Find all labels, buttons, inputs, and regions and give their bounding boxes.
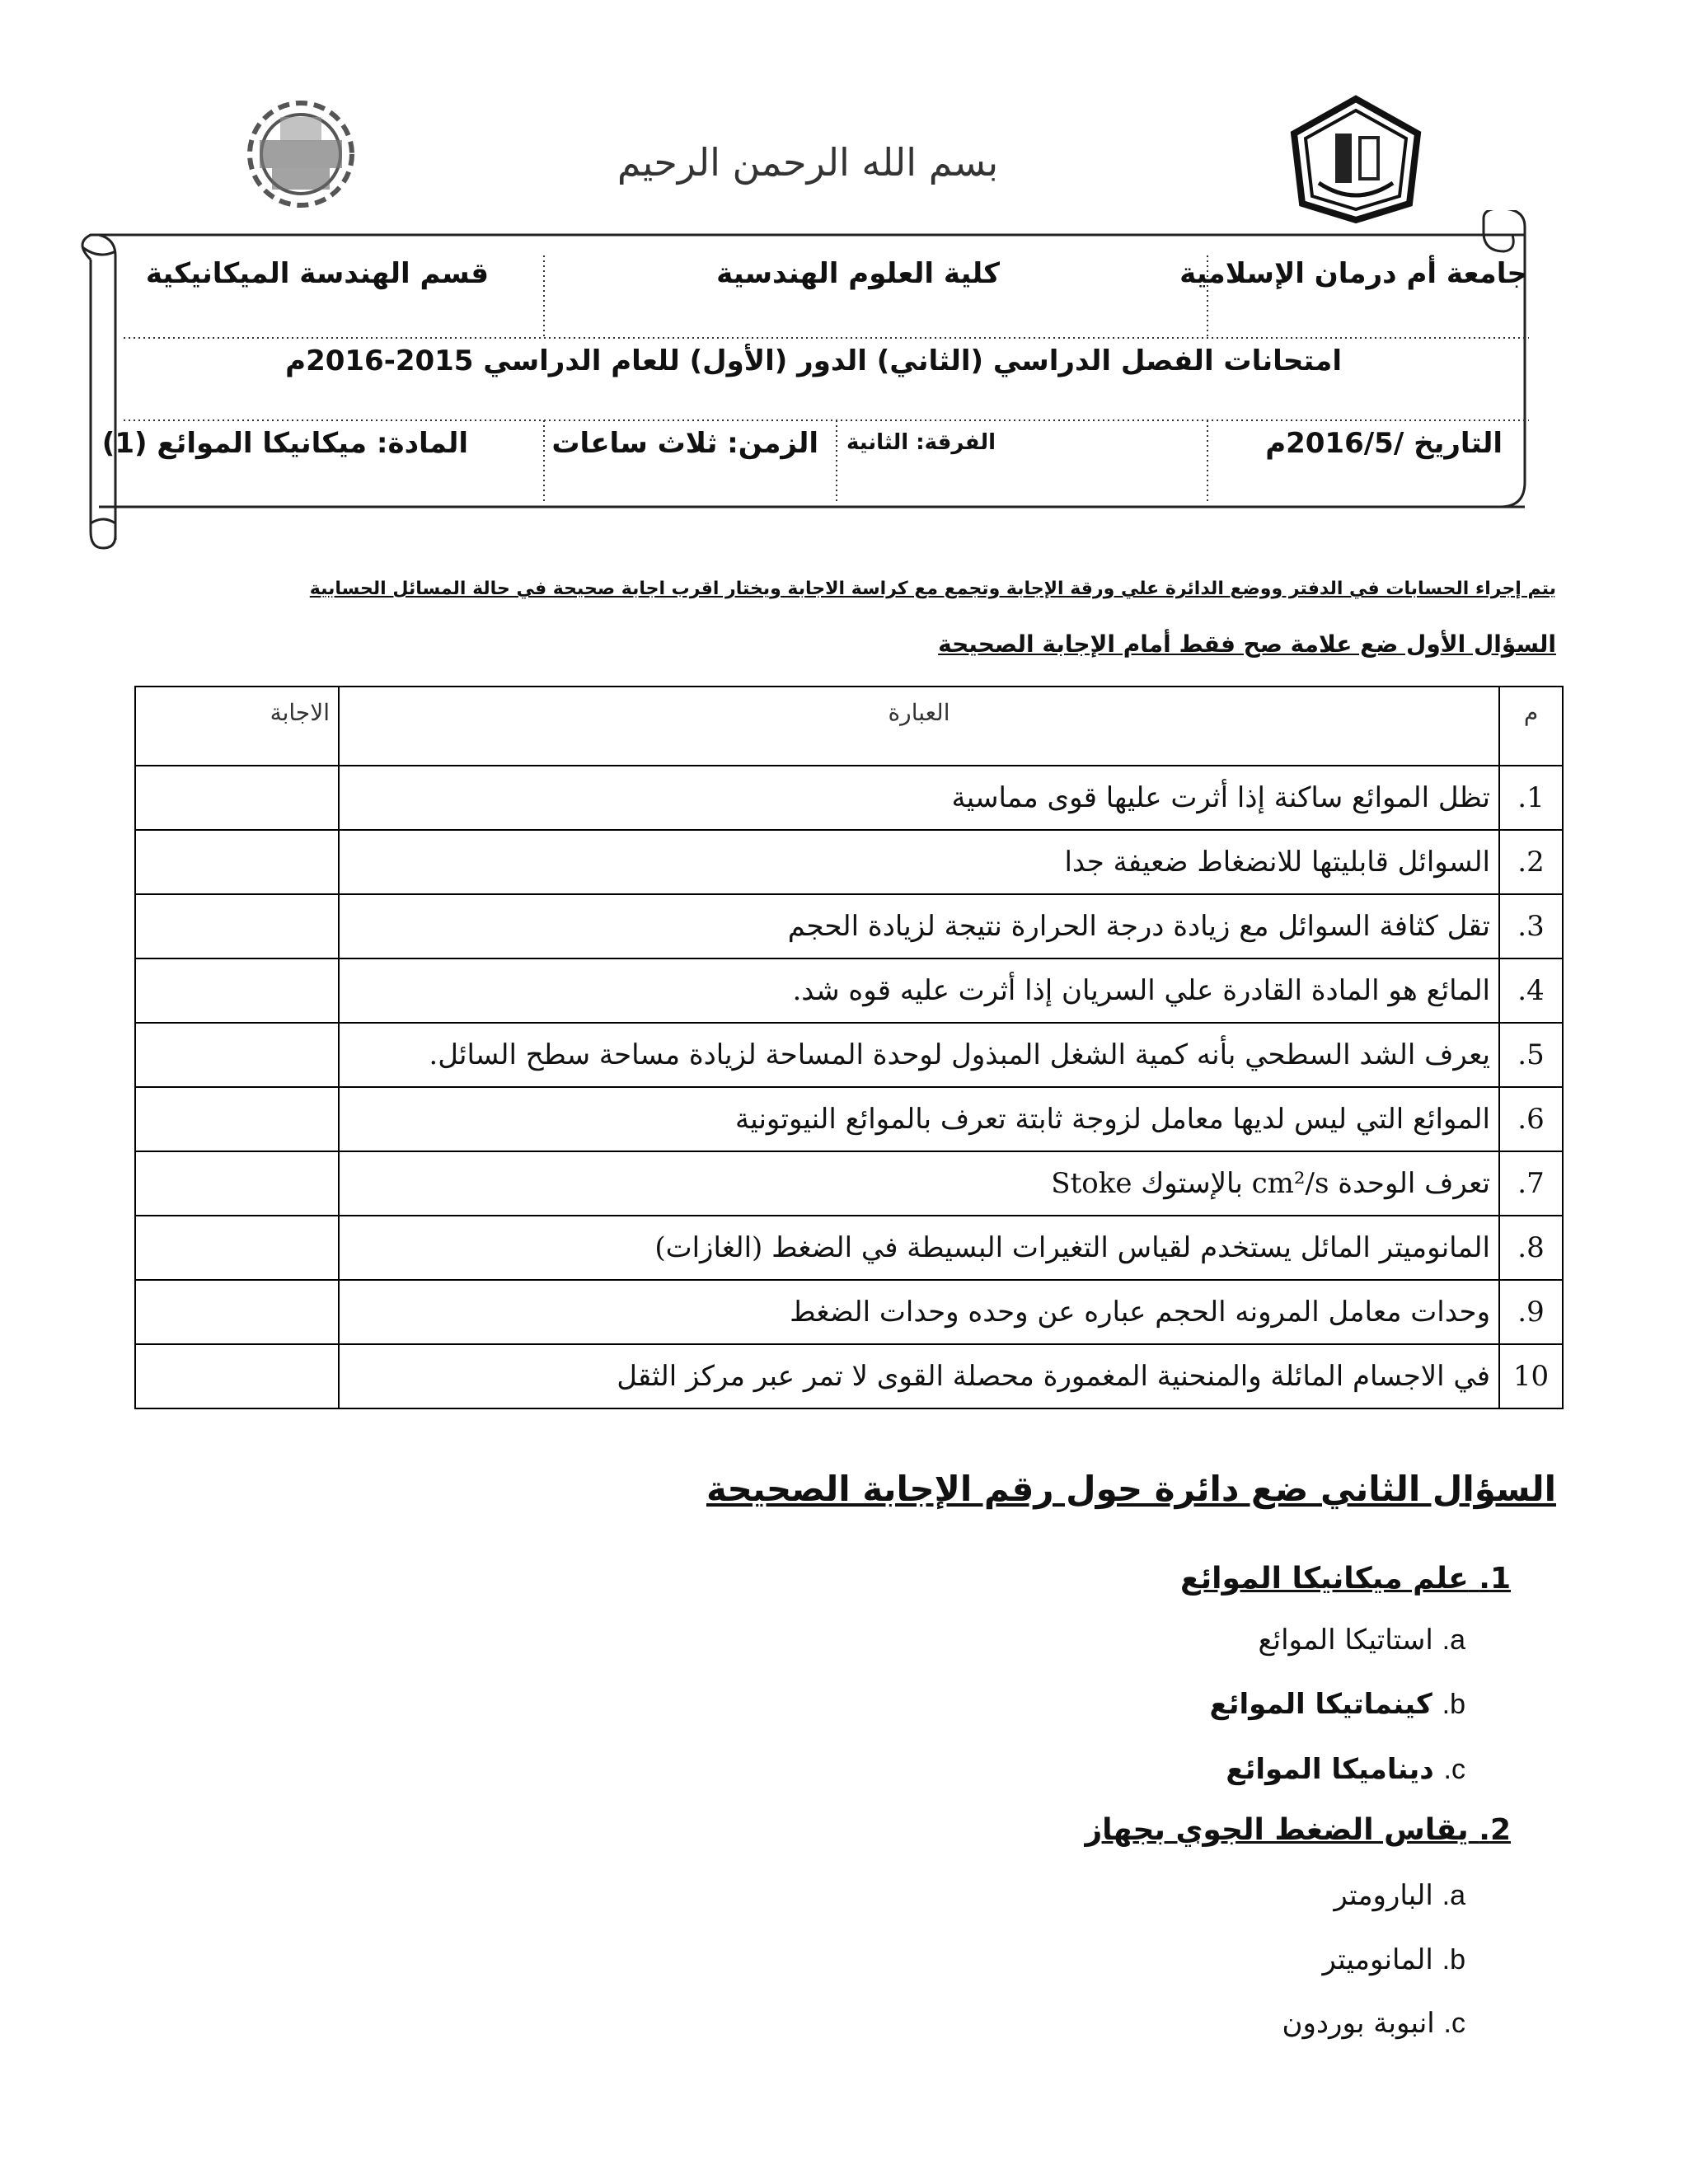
option-text: انبوبة بوردون <box>1282 2007 1435 2040</box>
row-statement: تظل الموائع ساكنة إذا أثرت عليها قوى مماسية <box>339 766 1499 830</box>
row-statement: وحدات معامل المرونه الحجم عباره عن وحده وحدات الضغط <box>339 1280 1499 1344</box>
table-row <box>135 1280 1563 1344</box>
option-c[interactable] <box>1282 2007 1465 2040</box>
row-statement: المائع هو المادة القادرة علي السريان إذا أثرت عليه قوه شد. <box>339 958 1499 1023</box>
table-row <box>135 1344 1563 1408</box>
option-letter: b. <box>1442 1689 1465 1720</box>
question2-title: السؤال الثاني ضع دائرة حول رقم الإجابة الصحيحة <box>706 1469 1556 1509</box>
row-statement: المانوميتر المائل يستخدم لقياس التغيرات البسيطة في الضغط (الغازات) <box>339 1216 1499 1280</box>
question1-table <box>134 686 1564 1409</box>
answer-cell[interactable] <box>135 1216 339 1280</box>
option-a[interactable] <box>1334 1879 1465 1912</box>
question2-item2-stem <box>1085 1813 1511 1847</box>
item-number: 1. <box>1479 1562 1511 1596</box>
university-seal-logo <box>1286 92 1426 224</box>
row-statement: تقل كثافة السوائل مع زيادة درجة الحرارة نتيجة لزيادة الحجم <box>339 894 1499 958</box>
answer-cell[interactable] <box>135 1151 339 1216</box>
answer-cell[interactable] <box>135 1087 339 1151</box>
question1-title: السؤال الأول ضع علامة صح فقط أمام الإجابة الصحيحة <box>938 630 1556 658</box>
col-num-header: م <box>1499 687 1563 766</box>
basmala: بسم الله الرحمن الرحيم <box>617 140 999 185</box>
col-answer-header: الاجابة <box>135 687 339 766</box>
answer-cell[interactable] <box>135 1344 339 1408</box>
option-letter: b. <box>1442 1944 1465 1975</box>
exam-instructions: يتم إجراء الحسابات في الدفتر ووضع الدائرة علي ورقة الإجابة وتجمع مع كراسة الاجابة ويختار اقرب اجابة صحيحة في حالة المسائل الحسابية <box>309 579 1556 599</box>
exam-date: التاريخ /2016/5م <box>1265 427 1503 460</box>
item-stem: يقاس الضغط الجوي بجهاز <box>1085 1813 1469 1847</box>
row-statement: يعرف الشد السطحي بأنه كمية الشغل المبذول لوحدة المساحة لزيادة مساحة سطح السائل. <box>339 1023 1499 1087</box>
table-row <box>135 894 1563 958</box>
row-statement: تعرف الوحدة cm²/s بالإستوك Stoke <box>339 1151 1499 1216</box>
row-number: 6. <box>1499 1087 1563 1151</box>
engineering-faculty-logo <box>235 92 367 216</box>
answer-cell[interactable] <box>135 1280 339 1344</box>
exam-title: امتحانات الفصل الدراسي (الثاني) الدور (الأول) للعام الدراسي 2015-2016م <box>285 344 1342 377</box>
answer-cell[interactable] <box>135 894 339 958</box>
table-row <box>135 1087 1563 1151</box>
question2-item1-stem <box>1180 1562 1511 1596</box>
table-row <box>135 830 1563 894</box>
row-statement: الموائع التي ليس لديها معامل لزوجة ثابتة تعرف بالموائع النيوتونية <box>339 1087 1499 1151</box>
answer-cell[interactable] <box>135 1023 339 1087</box>
option-b[interactable] <box>1322 1943 1465 1976</box>
option-text: استاتيكا الموائع <box>1258 1624 1433 1657</box>
exam-duration: الزمن: ثلاث ساعات <box>551 427 818 460</box>
exam-level: الفرقة: الثانية <box>846 430 996 455</box>
option-letter: c. <box>1443 1754 1465 1785</box>
option-letter: a. <box>1442 1880 1465 1911</box>
option-letter: c. <box>1443 2008 1465 2039</box>
faculty-name: كلية العلوم الهندسية <box>716 257 1000 290</box>
option-text: البارومتر <box>1334 1879 1433 1912</box>
department-name: قسم الهندسة الميكانيكية <box>145 257 489 290</box>
item-stem: علم ميكانيكا الموائع <box>1180 1562 1469 1596</box>
table-row <box>135 1151 1563 1216</box>
row-number: 5. <box>1499 1023 1563 1087</box>
option-b[interactable] <box>1209 1688 1465 1721</box>
row-number: 8. <box>1499 1216 1563 1280</box>
table-header-row <box>135 687 1563 766</box>
row-statement: في الاجسام المائلة والمنحنية المغمورة محصلة القوى لا تمر عبر مركز الثقل <box>339 1344 1499 1408</box>
answer-cell[interactable] <box>135 766 339 830</box>
option-text: ديناميكا الموائع <box>1226 1753 1434 1786</box>
row-number: 4. <box>1499 958 1563 1023</box>
option-text: كينماتيكا الموائع <box>1209 1688 1432 1721</box>
university-name: جامعة أم درمان الإسلامية <box>1179 257 1527 290</box>
col-statement-header: العبارة <box>339 687 1499 766</box>
row-number: 10 <box>1499 1344 1563 1408</box>
row-number: 7. <box>1499 1151 1563 1216</box>
row-number: 9. <box>1499 1280 1563 1344</box>
table-row <box>135 958 1563 1023</box>
row-number: 3. <box>1499 894 1563 958</box>
row-number: 1. <box>1499 766 1563 830</box>
option-text: المانوميتر <box>1322 1943 1433 1976</box>
row-number: 2. <box>1499 830 1563 894</box>
table-row <box>135 766 1563 830</box>
answer-cell[interactable] <box>135 830 339 894</box>
option-letter: a. <box>1442 1624 1465 1656</box>
item-number: 2. <box>1479 1813 1511 1847</box>
option-c[interactable] <box>1226 1753 1465 1786</box>
table-row <box>135 1216 1563 1280</box>
option-a[interactable] <box>1259 1624 1465 1657</box>
answer-cell[interactable] <box>135 958 339 1023</box>
exam-subject: المادة: ميكانيكا الموائع (1) <box>101 427 468 460</box>
row-statement: السوائل قابليتها للانضغاط ضعيفة جدا <box>339 830 1499 894</box>
table-row <box>135 1023 1563 1087</box>
